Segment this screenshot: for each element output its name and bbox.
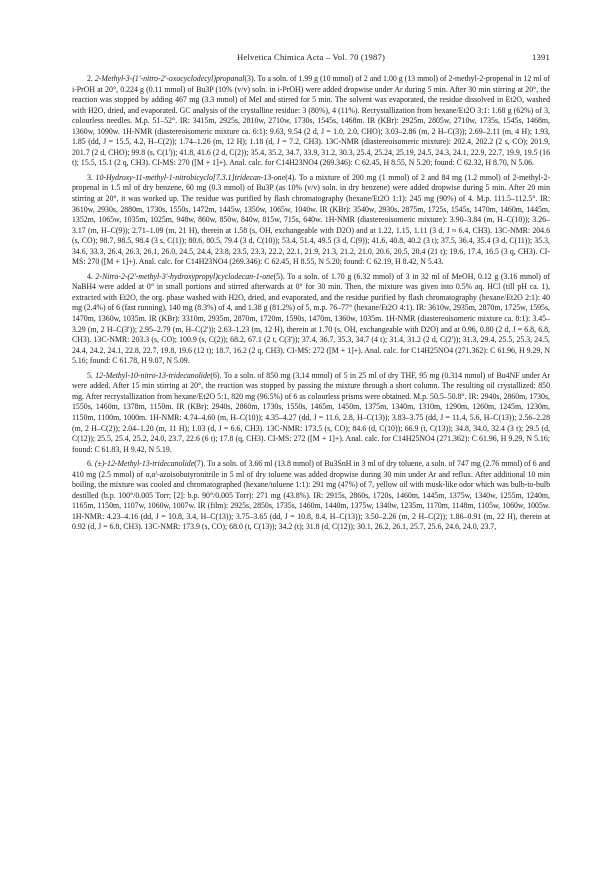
entry-compound-7	[72, 459, 550, 533]
entry-compound-4	[72, 173, 550, 268]
journal-title: Helvetica Chimica Acta – Vol. 70 (1987)	[236, 52, 386, 62]
entry-compound-3	[72, 74, 550, 169]
entry-number: 6.	[87, 459, 95, 469]
entry-text: To a soln. of 1.99 g (10 mmol) of 2 and 1.00 g (13 mmol) of 2-methyl-2-propenal in 12 ml of i-PrOH at 20°, 0.224 g (0.11 mmol) of Bu3P (10% (v/v) soln. in i-PrOH) were added dropwise under Ar during 5 min. After 30 min stirring at 20°, the reaction was stopped by adding 467 mg (3.3 mmol) of MeI and stirred for 5 min. The solvent was evaporated, the residue dissolved in Et2O, washed with H2O, dried, and evaporated. GC analysis of the crystalline residue: 3 (80%), 4 (11%). Recrystallization from hexane/Et2O 3:1: 1.68 g (62%) of 3, colourless needles. M.p. 51–52°. IR: 3415m, 2925s, 2810w, 2710w, 1730s, 1545s, 1468m. IR (KBr): 2925m, 2805w, 2710w, 1735s, 1545s, 1468m, 1360w, 1090w. 1H-NMR (diastereoisomeric mixture ca. 6:1): 9.63, 9.54 (2 d, J = 1.0, 2.0, CHO); 3.03–2.86 (m, 2 H–C(3)); 2.69–2.11 (m, 4 H); 1.93, 1.85 (dd, J = 15.5, 4.2, H–C(2)); 1.74–1.26 (m, 12 H); 1.18 (d, J = 7.2, CH3). 13C-NMR (diastereoisomeric mixture): 202.4, 202.2 (2 s, CO); 201.9, 201.7 (2 d, CHO); 99.8 (s, C(1')); 41.8, 41.6 (2 d, C(2)); 35.4, 35.2, 34.7, 33.9, 31.2, 30.3, 25.4, 25.24, 25.19, 24.5, 24.3, 24.1, 22.9, 22.7, 19.9, 19.5 (16 t); 15.5, 15.1 (2 q, CH3). CI-MS: 270 ([M + 1]+). Anal. calc. for C14H23NO4 (269.346): C 62.45, H 8.55, N 5.20; found: C 62.32, H 8.70, N 5.06.	[72, 74, 550, 168]
entry-number: 5.	[87, 370, 96, 380]
entry-title: 10-Hydroxy-11-methyl-1-nitrobicyclo[7.3.1]tridecan-13-one	[95, 172, 286, 182]
entry-text: To a soln. of 3.66 ml (13.8 mmol) of Bu3SnH in 3 ml of dry toluene, a soln. of 747 mg (2.76 mmol) of 6 and 410 mg (2.5 mmol) of α,α'-azoisobutyronitrile in 5 ml of dry toluene was added dropwise during 30 min under Ar and reflux. After additional 10 min boiling, the mixture was cooled and chromatographed (hexane/toluene 1:1): 291 mg (47%) of 7, yellow oil with musk-like odor which was bulb-to-bulb destilled (b.p. 100°/0.005 Torr; [2]: b.p. 90°/0.005 Torr): 271 mg (43.8%). IR: 2915s, 2860s, 1720s, 1460m, 1445m, 1375w, 1340w, 1255m, 1240m, 1165m, 1150m, 1107w, 1060w, 1007w. IR (film): 2925s, 2850s, 1735s, 1460m, 1440m, 1375w, 1340w, 1235m, 1170m, 1148m, 1105w, 1060w, 1005w. 1H-NMR: 4.23–4.16 (dd, J = 10.8, 3.4, H–C(13)); 3.75–3.65 (dd, J = 10.8, 8.4, H–C(13)); 3.50–2.26 (m, 2 H–C(2)); 1.86–0.91 (m, 22 H), therein at 0.92 (d, J = 6.8, CH3). 13C-NMR: 173.9 (s, CO); 68.0 (t, C(13)); 34.2 (t); 31.8 (d, C(12)); 30.1, 26.2, 26.1, 25.7, 25.6, 24.6, 24.0, 23.7,	[72, 459, 550, 532]
entry-compound-5	[72, 272, 550, 367]
entry-title: (±)-12-Methyl-13-tridecanolide	[94, 459, 195, 469]
entry-title: 2-Nitro-2-(2'-methyl-3'-hydroxypropyl)cyclodecan-1-one	[95, 271, 274, 281]
entry-compound-label: (7).	[194, 459, 206, 469]
running-header	[72, 52, 550, 66]
entry-compound-label: (5).	[273, 271, 285, 281]
entry-text: To a soln. of 850 mg (3.14 mmol) of 5 in 25 ml of dry THF, 95 mg (0.314 mmol) of Bu4NF under Ar were added. After 15 min stirring at 20°, the reaction was stopped by passing the mixture through a short column. The resulting oil crystallized: 850 mg. After recrystallization from hexane/Et2O 5:1, 820 mg (96.5%) of 6 as colourless prisms were obtained. M.p. 50.5–50.8°. IR: 2940s, 2860m, 1730s, 1550s, 1460m, 1378m, 1150m. IR (KBr): 2940s, 2860m, 1730s, 1550s, 1465m, 1450m, 1375m, 1340m, 1310m, 1290m, 1260m, 1245m, 1230m, 1150m, 1100m, 1000m. 1H-NMR: 4.74–4.60 (m, H–C(10)); 4.35–4.27 (dd, J = 11.6, 2.8, H–C(13)); 3.83–3.75 (dd, J = 11.4, 5.6, H–C(13)); 2.56–2.28 (m, 2 H–C(2)); 2.04–1.20 (m, 11 H); 1.03 (d, J = 6.6, CH3). 13C-NMR: 173.5 (s, CO); 84.6 (d, C(10)); 66.9 (t, C(13)); 34.8, 34.0, 32.4 (3 t); 29.5 (d, C(12)); 25.5, 25.4, 25.2, 24.0, 23.7, 22.6 (6 t); 17.8 (q, CH3). CI-MS: 272 ([M + 1]+). Anal. calc. for C14H25NO4 (271.362): C 61.96, H 9.29, N 5.16; found: C 61.83, H 9.42, N 5.19.	[72, 370, 550, 454]
entry-compound-6	[72, 371, 550, 455]
entry-number: 2.	[87, 74, 95, 83]
experimental-text	[72, 74, 550, 537]
entry-number: 4.	[87, 271, 96, 281]
entry-number: 3.	[87, 172, 96, 182]
entry-text: To a soln. of 1.70 g (6.32 mmol) of 3 in 32 ml of MeOH, 0.12 g (3.16 mmol) of NaBH4 were added at 0° in small portions and stirred afterwards at 0° for 30 min. Then, the mixture was given into 0.5% aq. HCl (till pH ca. 1), extracted with Et2O, the org. phase washed with H2O, dried, and evaporated, and the residue purified by flash chromatography (hexane/Et2O 2:1): 40 mg (2.4%) of 6 (fast running), 140 mg (8.3%) of 4, and 1.38 g (81.2%) of 5, m.p. 76–77° (hexane/Et2O 4:1). IR: 3610w, 2935m, 2870m, 1725w, 1595s, 1470m, 1360w, 1035m. IR (KBr): 3310m, 2935m, 2870m, 1720m, 1590s, 1470m, 1360w, 1035m. 1H-NMR (diastereoisomeric mixture ca. 8:1): 3.45–3.29 (m, 2 H–C(3')); 2.95–2.79 (m, H–C(2')); 2.63–1.23 (m, 12 H), therein at 1.70 (s, OH, exchangeable with D2O) and at 0.96, 0.80 (2 d, J = 6.8, 6.8, CH3). 13C-NMR: 203.3 (s, CO); 100.9 (s, C(2)); 68.2, 67.1 (2 t, C(3')); 37.4, 36.7, 35.3, 34.7 (4 t); 31.4, 31.2 (2 d, C(2')); 31.3, 29.4, 25.5, 25.3, 24.5, 24.4, 24.2, 24.1, 22.8, 22.7, 19.8, 19.6 (12 t); 18.7, 16.2 (2 q, CH3). CI-MS: 272 ([M + 1]+). Anal. calc. for C14H25NO4 (271.362): C 61.96, H 9.29, N 5.16; found: C 61.78, H 9.07, N 5.09.	[72, 271, 551, 366]
page-number: 1391	[532, 52, 550, 62]
entry-compound-label: (6).	[210, 370, 222, 380]
entry-compound-label: (4).	[285, 172, 297, 182]
entry-title: 2-Methyl-3-(1'-nitro-2'-oxocyclodecyl)propanal	[94, 74, 245, 83]
entry-text: To a mixture of 200 mg (1 mmol) of 2 and 84 mg (1.2 mmol) of 2-methyl-2-propenal in 1.5 ml of dry benzene, 60 mg (0.3 mmol) of Bu3P (as 10% (v/v) soln. in dry benzene) were added dropwise during 5 min. After 20 min stirring at 20°, it was worked up. The residue was purified by flash chromatography (hexane/Et2O 1:1): 245 mg (90%) of 4. M.p. 111.5–112.5°. IR: 3610w, 2930s, 2880m, 1730s, 1550s, 1472m, 1445w, 1350w, 1065w, 1040w. IR (KBr): 3540w, 2930s, 2875m, 1725s, 1545s, 1470m, 1460m, 1445m, 1352m, 1065w, 1035m, 1025m, 948w, 860w, 850w, 840w, 815w, 715s, 640w. 1H-NMR (diastereoisomeric mixture): 3.90–3.84 (m, H–C(10)); 3.26–3.17 (m, H–C(9)); 2.71–1.09 (m, 21 H), therein at 1.58 (s, OH, exchangeable with D2O) and at 1.22, 1.15, 1.11 (3 d, J ≈ 6.4, CH3). 13C-NMR: 204.6 (s, CO); 98.7, 98.5, 98.4 (3 s, C(1)); 80.6, 80.5, 79.4 (3 d, C(10)); 53.4, 51.4, 49.5 (3 d, C(9)); 41.6, 40.8, 40.2 (3 t); 37.5, 36.4, 35.4 (3 d, C(11)); 35.3, 34.6, 33.3, 26.4, 26.3, 26.1, 26.0, 24.5, 24.4, 23.8, 23.5, 23.3, 22.2, 22.1, 21.9, 21.3, 21.2, 21.0, 20.6, 20.5, 20.4 (21 t); 19.6, 17.4, 16.5 (3 q, CH3). CI-MS: 270 ([M + 1]+). Anal. calc. for C14H23NO4 (269.346): C 62.45, H 8.55, N 5.20; found: C 62.19, H 8.42, N 5.43.	[72, 172, 551, 267]
entry-compound-label: (3).	[244, 74, 256, 83]
entry-title: 12-Methyl-10-nitro-13-tridecanolide	[95, 370, 211, 380]
